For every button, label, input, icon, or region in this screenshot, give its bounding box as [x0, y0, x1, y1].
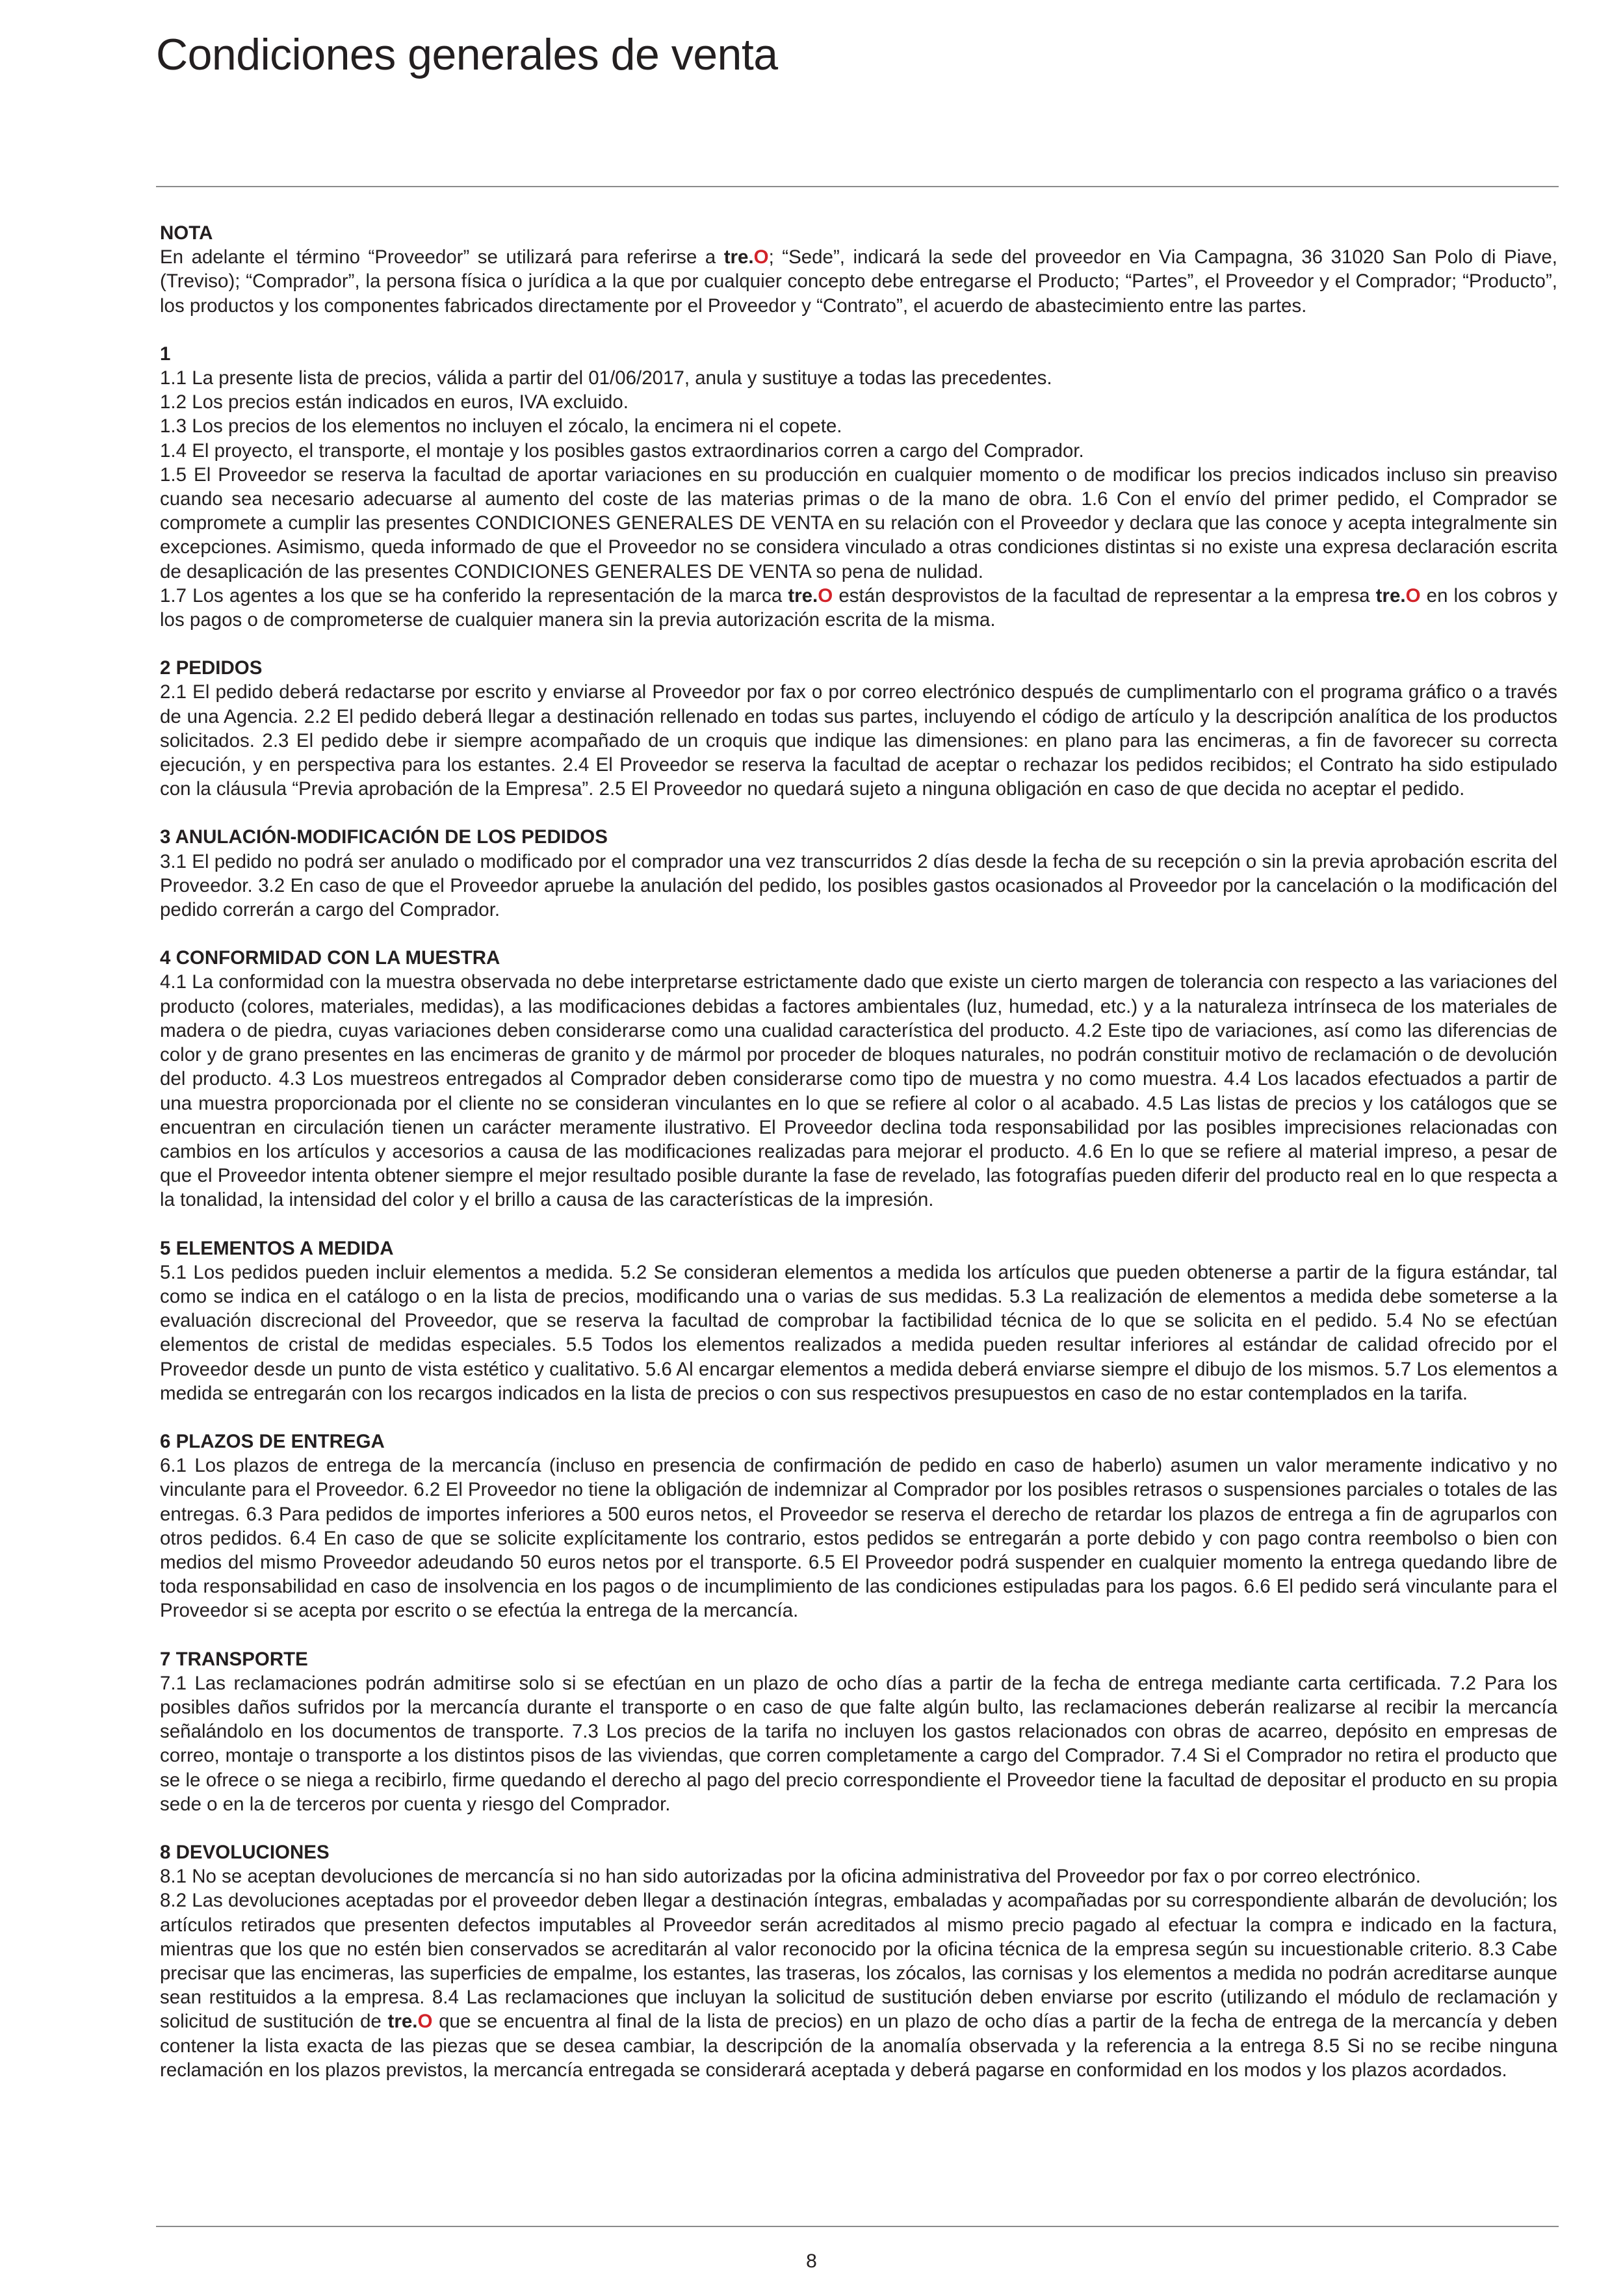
- paragraph: 4.1 La conformidad con la muestra observada no debe interpretarse estrictamente dado que existe un cierto margen de tolerancia con respecto a las variaciones del producto (colores, materiales, medidas), a las modificaciones debidas a factores ambientales (luz, humedad, etc.) y a la naturaleza intrínseca de los materiales de madera o de piedra, cuyas variaciones deben considerarse como una cualidad característica del producto. 4.2 Este tipo de variaciones, así como las diferencias de color y de grano presentes en las encimeras de granito y de mármol por proceder de bloques naturales, no podrán constituir motivo de reclamación o de devolución del producto. 4.3 Los muestreos entregados al Comprador deben considerarse como tipo de muestra y no como muestra. 4.4 Los lacados efectuados a partir de una muestra proporcionada por el cliente no se consideran vinculantes en lo que se refiere al color o al acabado. 4.5 Las listas de precios y los catálogos que se encuentran en circulación tienen un carácter meramente ilustrativo. El Proveedor declina toda responsabilidad por las posibles imprecisiones relacionadas con cambios en los artículos y accesorios a causa de las modificaciones realizadas para mejorar el producto. 4.6 En lo que se refiere al material impreso, a pesar de que el Proveedor intenta obtener siempre el mejor resultado posible durante la fase de revelado, las fotografías pueden diferir del producto real en lo que respecta a la tonalidad, la intensidad del color y el brillo a causa de las características de la impresión.: [160, 971, 1557, 1211]
- paragraph: 1.5 El Proveedor se reserva la facultad de aportar variaciones en su producción en cualquier momento o de modificar los precios indicados incluso sin preaviso cuando sea necesario adecuarse al aumento del coste de las materias primas o de la mano de obra. 1.6 Con el envío del primer pedido, el Comprador se compromete a cumplir las presentes CONDICIONES GENERALES DE VENTA en su relación con el Proveedor y declara que las conoce y acepta integralmente sin excepciones. Asimismo, queda informado de que el Proveedor no se considera vinculado a otras condiciones distintas si no existe una expresa declaración escrita de desaplicación de las presentes CONDICIONES GENERALES DE VENTA so pena de nulidad.: [160, 463, 1557, 582]
- brand-name: tre.: [1375, 584, 1406, 607]
- brand-o-mark: O: [1405, 584, 1421, 607]
- paragraph: 1.4 El proyecto, el transporte, el montaje y los posibles gastos extraordinarios corren a cargo del Comprador.: [160, 439, 1084, 462]
- section-6-plazos: [160, 1429, 1557, 1623]
- brand-o-mark: O: [417, 2011, 433, 2033]
- bottom-divider: [156, 2226, 1559, 2227]
- section-heading: 5 ELEMENTOS A MEDIDA: [160, 1237, 394, 1259]
- brand-name: tre.: [723, 246, 754, 268]
- paragraph: 1.2 Los precios están indicados en euros, IVA excluido.: [160, 391, 629, 413]
- section-heading: 3 ANULACIÓN-MODIFICACIÓN DE LOS PEDIDOS: [160, 826, 608, 848]
- brand-name: tre.: [788, 584, 818, 607]
- section-4-conformidad: [160, 946, 1557, 1212]
- section-heading: 1: [160, 343, 171, 365]
- brand-o-mark: O: [753, 246, 769, 268]
- section-8-devoluciones: [160, 1840, 1557, 2082]
- section-heading: NOTA: [160, 222, 213, 244]
- section-5-elementos: [160, 1236, 1557, 1405]
- section-heading: 8 DEVOLUCIONES: [160, 1841, 330, 1863]
- paragraph: 1.7 Los agentes a los que se ha conferido la representación de la marca tre.O están desprovistos de la facultad de representar a la empresa tre.O en los cobros y los pagos o de comprometerse de cualquier manera sin la previa autorización escrita de la misma.: [160, 584, 1557, 631]
- section-1: [160, 342, 1557, 632]
- page-title: Condiciones generales de venta: [156, 30, 778, 79]
- section-2-pedidos: [160, 656, 1557, 801]
- section-3-anulacion: [160, 825, 1557, 922]
- paragraph: 5.1 Los pedidos pueden incluir elementos a medida. 5.2 Se consideran elementos a medida los artículos que pueden obtenerse a partir de la figura estándar, tal como se indica en el catálogo o en la lista de precios, modificando una o varias de sus medidas. 5.3 La realización de elementos a medida debe someterse a la evaluación discrecional del Proveedor, que se reserva la facultad de comprobar la factibilidad técnica de lo que se solicita en el pedido. 5.4 No se efectúan elementos de cristal de medidas especiales. 5.5 Todos los elementos realizados a medida pueden resultar inferiores al estándar de calidad ofrecido por el Proveedor desde un punto de vista estético y cualitativo. 5.6 Al encargar elementos a medida deberá enviarse siempre el dibujo de los mismos. 5.7 Los elementos a medida se entregarán con los recargos indicados en la lista de precios o con sus respectivos presupuestos en caso de no estar contemplados en la tarifa.: [160, 1261, 1557, 1404]
- section-heading: 2 PEDIDOS: [160, 657, 263, 679]
- paragraph: 2.1 El pedido deberá redactarse por escrito y enviarse al Proveedor por fax o por correo electrónico después de cumplimentarlo con el programa gráfico o a través de una Agencia. 2.2 El pedido deberá llegar a destinación rellenado en todas sus partes, incluyendo el código de artículo y la descripción analítica de los productos solicitados. 2.3 El pedido debe ir siempre acompañado de un croquis que indique las dimensiones: en plano para las encimeras, a fin de favorecer su correcta ejecución, y en perspectiva para los estantes. 2.4 El Proveedor se reserva la facultad de aceptar o rechazar los pedidos recibidos; el Contrato ha sido estipulado con la cláusula “Previa aprobación de la Empresa”. 2.5 El Proveedor no quedará sujeto a ninguna obligación en caso de que decida no aceptar el pedido.: [160, 681, 1557, 800]
- section-heading: 6 PLAZOS DE ENTREGA: [160, 1430, 385, 1452]
- section-heading: 7 TRANSPORTE: [160, 1648, 308, 1670]
- paragraph: 8.2 Las devoluciones aceptadas por el proveedor deben llegar a destinación íntegras, embaladas y acompañadas por su correspondiente albarán de devolución; los artículos retirados que presenten defectos imputables al Proveedor serán acreditados al mismo precio pagado al efectuar la compra e indicado en la factura, mientras que los que no estén bien conservados se acreditarán al valor reconocido por la oficina técnica de la empresa según su incuestionable criterio. 8.3 Cabe precisar que las encimeras, las superficies de empalme, los estantes, las traseras, los zócalos, las cornisas y los elementos a medida no podrán acreditarse aunque sean restituidos a la empresa. 8.4 Las reclamaciones que incluyan la solicitud de sustitución deben enviarse por escrito (utilizando el módulo de reclamación y solicitud de sustitución de tre.O que se encuentra al final de la lista de precios) en un plazo de ocho días a partir de la fecha de entrega de la mercancía y deben contener la lista exacta de las piezas que se desea cambiar, la descripción de la anomalía observada y la referencia a la entrega 8.5 Si no se recibe ninguna reclamación en los plazos previstos, la mercancía entregada se considerará aceptada y deberá pagarse en conformidad en los modos y los plazos acordados.: [160, 1890, 1557, 2081]
- section-nota: [160, 221, 1557, 318]
- paragraph: En adelante el término “Proveedor” se utilizará para referirse a tre.O; “Sede”, indicará la sede del proveedor en Via Campagna, 36 31020 San Polo di Piave, (Treviso); “Comprador”, la persona física o jurídica a la que por cualquier concepto debe entregarse el Producto; “Partes”, el Proveedor y el Comprador; “Producto”, los productos y los componentes fabricados directamente por el Proveedor y “Contrato”, el acuerdo de abastecimiento entre las partes.: [160, 246, 1558, 317]
- paragraph: 6.1 Los plazos de entrega de la mercancía (incluso en presencia de confirmación de pedido en caso de haberlo) asumen un valor meramente indicativo y no vinculante para el Proveedor. 6.2 El Proveedor no tiene la obligación de indemnizar al Comprador por los posibles retrasos o suspensiones parciales o totales de las entregas. 6.3 Para pedidos de importes inferiores a 500 euros netos, el Proveedor se reserva el derecho de retardar los plazos de entrega a fin de agruparlos con otros pedidos. 6.4 En caso de que se solicite explícitamente los contrario, estos pedidos se entregarán a porte debido y con pago contra reembolso o bien con medios del mismo Proveedor adeudando 50 euros netos por el transporte. 6.5 El Proveedor podrá suspender en cualquier momento la entrega quedando libre de toda responsabilidad en caso de insolvencia en los pagos o de incumplimiento de las condiciones estipuladas para los pagos. 6.6 El pedido será vinculante para el Proveedor si se acepta por escrito o se efectúa la entrega de la mercancía.: [160, 1455, 1557, 1622]
- paragraph: 1.1 La presente lista de precios, válida a partir del 01/06/2017, anula y sustituye a todas las precedentes.: [160, 367, 1052, 389]
- paragraph: 3.1 El pedido no podrá ser anulado o modificado por el comprador una vez transcurridos 2 días desde la fecha de su recepción o sin la previa aprobación escrita del Proveedor. 3.2 En caso de que el Proveedor apruebe la anulación del pedido, los posibles gastos ocasionados al Proveedor por la cancelación o la modificación del pedido correrán a cargo del Comprador.: [160, 850, 1557, 921]
- section-heading: 4 CONFORMIDAD CON LA MUESTRA: [160, 947, 500, 969]
- paragraph: 7.1 Las reclamaciones podrán admitirse solo si se efectúan en un plazo de ocho días a partir de la fecha de entrega mediante carta certificada. 7.2 Para los posibles daños sufridos por la mercancía durante el transporte o en caso de que falte algún bulto, las reclamaciones deberán realizarse al recibir la mercancía señalándolo en los documentos de transporte. 7.3 Los precios de la tarifa no incluyen los gastos relacionados con obras de acarreo, depósito en empresas de correo, montaje o transporte a los distintos pisos de las viviendas, que corren completamente a cargo del Comprador. 7.4 Si el Comprador no retira el producto que se le ofrece o se niega a recibirlo, firme quedando el derecho al pago del precio correspondiente el Proveedor tiene la facultad de depositar el producto en su propia sede o en la de terceros por cuenta y riesgo del Comprador.: [160, 1672, 1557, 1815]
- top-divider: [156, 186, 1559, 187]
- section-7-transporte: [160, 1647, 1557, 1816]
- page-number: 8: [806, 2250, 817, 2272]
- paragraph: 1.3 Los precios de los elementos no incluyen el zócalo, la encimera ni el copete.: [160, 415, 842, 437]
- brand-name: tre.: [387, 2011, 418, 2033]
- brand-o-mark: O: [818, 584, 833, 607]
- terms-body: [160, 221, 1557, 2106]
- paragraph: 8.1 No se aceptan devoluciones de mercancía si no han sido autorizadas por la oficina administrativa del Proveedor por fax o por correo electrónico.: [160, 1866, 1421, 1888]
